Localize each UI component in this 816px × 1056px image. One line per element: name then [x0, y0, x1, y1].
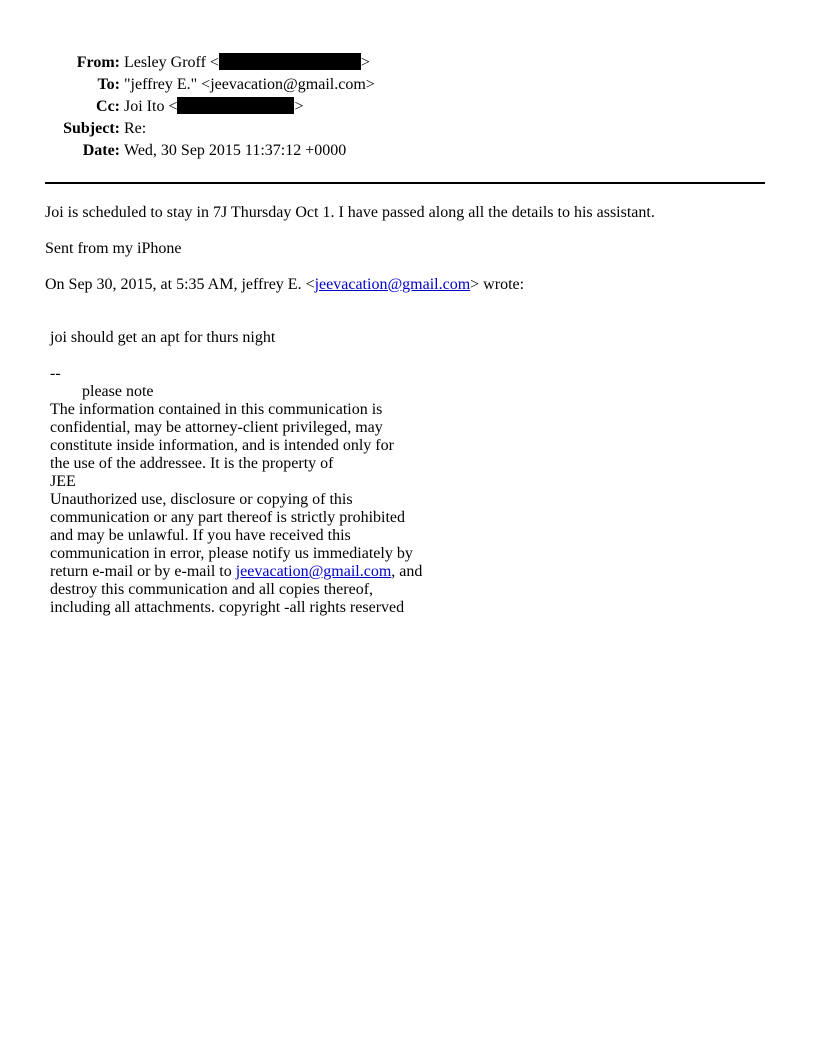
- cc-row: [0, 96, 816, 118]
- message-text: Joi is scheduled to stay in 7J Thursday Oct 1. I have passed along all the details to his assistant.: [45, 204, 655, 221]
- email-header: [0, 52, 816, 162]
- reply-intro: [45, 275, 524, 295]
- subject-value: Re:: [124, 120, 147, 137]
- disclaimer-line: JEE: [50, 473, 76, 490]
- from-label: From:: [76, 54, 120, 71]
- quoted-signature: [50, 365, 422, 617]
- disclaimer-line: the use of the addressee. It is the property of: [50, 455, 334, 472]
- disclaimer-line: Unauthorized use, disclosure or copying of this: [50, 491, 353, 508]
- subject-row: [0, 118, 816, 140]
- cc-name: Joi Ito <: [124, 98, 178, 115]
- return-line-prefix: return e-mail or by e-mail to: [50, 563, 236, 580]
- from-close: >: [360, 54, 370, 71]
- disclaimer-line: destroy this communication and all copies thereof,: [50, 581, 374, 598]
- signature-separator: --: [50, 365, 61, 382]
- disclaimer-line: confidential, may be attorney-client privileged, may: [50, 419, 383, 436]
- cc-close: >: [294, 98, 304, 115]
- header-divider: [45, 182, 765, 184]
- please-note-text: please note: [82, 383, 154, 400]
- disclaimer-line: and may be unlawful. If you have received this: [50, 527, 351, 544]
- disclaimer-line: communication or any part thereof is strictly prohibited: [50, 509, 406, 526]
- cc-label: Cc:: [96, 98, 120, 115]
- date-value: Wed, 30 Sep 2015 11:37:12 +0000: [124, 142, 347, 159]
- to-row: [0, 74, 816, 96]
- reply-intro-email-link[interactable]: jeevacation@gmail.com: [314, 276, 471, 293]
- reply-intro-prefix: On Sep 30, 2015, at 5:35 AM, jeffrey E. <: [45, 276, 315, 293]
- from-name: Lesley Groff <: [124, 54, 219, 71]
- disclaimer-email-link[interactable]: jeevacation@gmail.com: [235, 563, 392, 580]
- date-row: [0, 140, 816, 162]
- disclaimer-line: constitute inside information, and is intended only for: [50, 437, 394, 454]
- return-line-suffix: , and: [391, 563, 423, 580]
- redaction-block: [219, 53, 361, 70]
- to-value: "jeffrey E." <jeevacation@gmail.com>: [124, 76, 375, 93]
- redaction-block: [177, 97, 294, 114]
- subject-label: Subject:: [63, 120, 120, 137]
- disclaimer-line: communication in error, please notify us immediately by: [50, 545, 413, 562]
- from-row: [0, 52, 816, 74]
- from-value: [124, 52, 370, 74]
- disclaimer-line: including all attachments. copyright -all rights reserved: [50, 599, 405, 616]
- disclaimer-return-line: [50, 563, 422, 581]
- date-label: Date:: [82, 142, 120, 159]
- quoted-message: joi should get an apt for thurs night: [50, 329, 276, 346]
- disclaimer-line: The information contained in this communication is: [50, 401, 383, 418]
- reply-intro-suffix: > wrote:: [470, 276, 525, 293]
- to-label: To:: [97, 76, 120, 93]
- signature-text: Sent from my iPhone: [45, 240, 182, 257]
- cc-value: [124, 96, 304, 118]
